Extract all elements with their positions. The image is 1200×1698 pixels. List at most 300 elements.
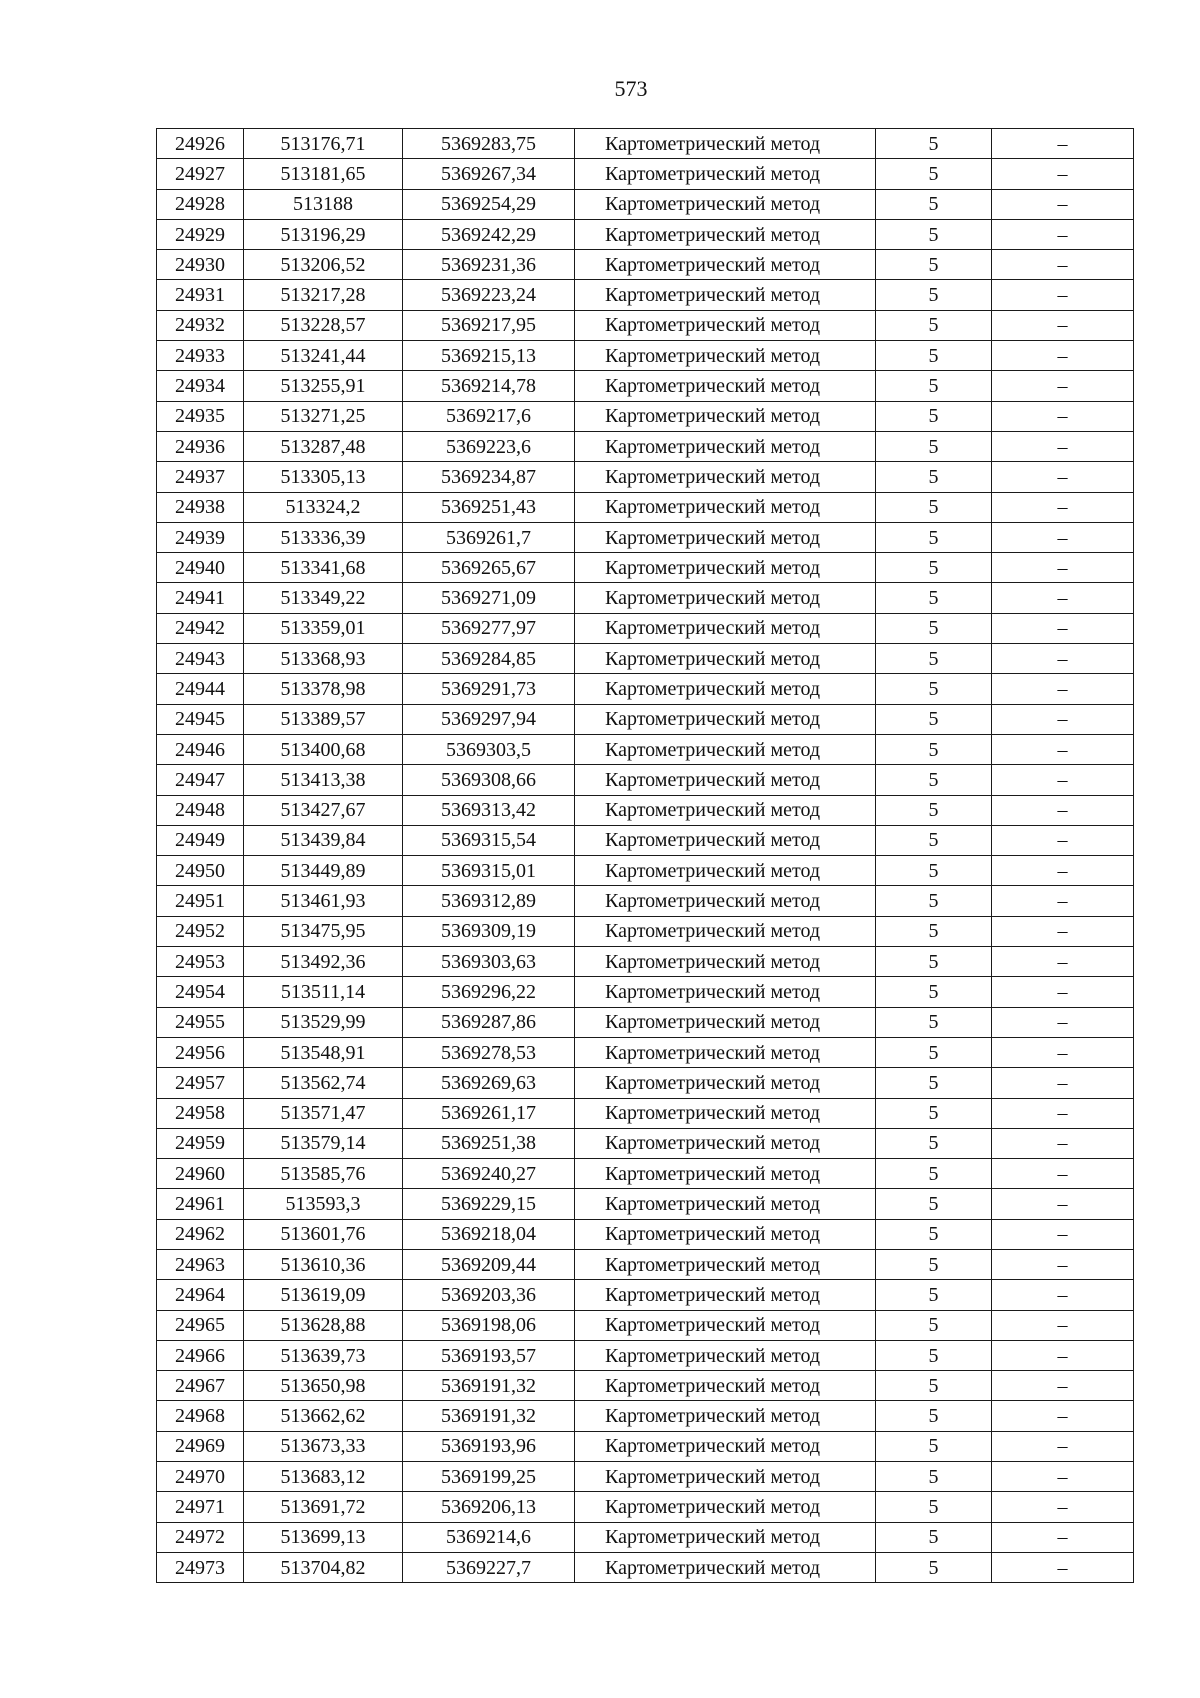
point-number-cell: 24943 [157,644,244,674]
table-row [157,1159,1134,1189]
y-coordinate-cell: 5369240,27 [403,1159,575,1189]
method-cell: Картометрический метод [575,1280,876,1310]
method-cell: Картометрический метод [575,644,876,674]
point-number-cell: 24956 [157,1037,244,1067]
point-number-cell: 24942 [157,613,244,643]
note-cell: – [992,1098,1134,1128]
point-number-cell: 24930 [157,250,244,280]
note-cell: – [992,947,1134,977]
method-cell: Картометрический метод [575,522,876,552]
y-coordinate-cell: 5369313,42 [403,795,575,825]
note-cell: – [992,977,1134,1007]
y-coordinate-cell: 5369223,6 [403,431,575,461]
point-number-cell: 24957 [157,1068,244,1098]
note-cell: – [992,1522,1134,1552]
note-cell: – [992,1128,1134,1158]
method-cell: Картометрический метод [575,886,876,916]
point-number-cell: 24946 [157,734,244,764]
accuracy-cell: 5 [876,522,992,552]
method-cell: Картометрический метод [575,1552,876,1582]
y-coordinate-cell: 5369284,85 [403,644,575,674]
x-coordinate-cell: 513461,93 [244,886,403,916]
x-coordinate-cell: 513704,82 [244,1552,403,1582]
y-coordinate-cell: 5369267,34 [403,159,575,189]
y-coordinate-cell: 5369217,95 [403,310,575,340]
y-coordinate-cell: 5369308,66 [403,765,575,795]
method-cell: Картометрический метод [575,1068,876,1098]
accuracy-cell: 5 [876,1068,992,1098]
y-coordinate-cell: 5369312,89 [403,886,575,916]
note-cell: – [992,1037,1134,1067]
y-coordinate-cell: 5369265,67 [403,553,575,583]
x-coordinate-cell: 513400,68 [244,734,403,764]
y-coordinate-cell: 5369309,19 [403,916,575,946]
accuracy-cell: 5 [876,1371,992,1401]
method-cell: Картометрический метод [575,1431,876,1461]
accuracy-cell: 5 [876,613,992,643]
method-cell: Картометрический метод [575,1128,876,1158]
method-cell: Картометрический метод [575,613,876,643]
table-row [157,1310,1134,1340]
x-coordinate-cell: 513305,13 [244,462,403,492]
method-cell: Картометрический метод [575,1098,876,1128]
y-coordinate-cell: 5369214,78 [403,371,575,401]
note-cell: – [992,219,1134,249]
x-coordinate-cell: 513619,09 [244,1280,403,1310]
x-coordinate-cell: 513673,33 [244,1431,403,1461]
method-cell: Картометрический метод [575,431,876,461]
table-row [157,250,1134,280]
table-row [157,886,1134,916]
point-number-cell: 24948 [157,795,244,825]
x-coordinate-cell: 513341,68 [244,553,403,583]
x-coordinate-cell: 513378,98 [244,674,403,704]
table-row [157,1522,1134,1552]
table-row [157,1037,1134,1067]
point-number-cell: 24953 [157,947,244,977]
point-number-cell: 24955 [157,1007,244,1037]
accuracy-cell: 5 [876,401,992,431]
method-cell: Картометрический метод [575,1522,876,1552]
method-cell: Картометрический метод [575,765,876,795]
x-coordinate-cell: 513255,91 [244,371,403,401]
y-coordinate-cell: 5369218,04 [403,1219,575,1249]
point-number-cell: 24928 [157,189,244,219]
y-coordinate-cell: 5369251,38 [403,1128,575,1158]
accuracy-cell: 5 [876,1159,992,1189]
point-number-cell: 24941 [157,583,244,613]
note-cell: – [992,1371,1134,1401]
table-row [157,1280,1134,1310]
method-cell: Картометрический метод [575,1219,876,1249]
method-cell: Картометрический метод [575,977,876,1007]
x-coordinate-cell: 513579,14 [244,1128,403,1158]
y-coordinate-cell: 5369254,29 [403,189,575,219]
y-coordinate-cell: 5369191,32 [403,1371,575,1401]
note-cell: – [992,916,1134,946]
table-row [157,522,1134,552]
point-number-cell: 24937 [157,462,244,492]
table-row [157,1431,1134,1461]
x-coordinate-cell: 513610,36 [244,1249,403,1279]
method-cell: Картометрический метод [575,704,876,734]
note-cell: – [992,795,1134,825]
x-coordinate-cell: 513511,14 [244,977,403,1007]
table-row [157,1189,1134,1219]
method-cell: Картометрический метод [575,1401,876,1431]
point-number-cell: 24939 [157,522,244,552]
point-number-cell: 24967 [157,1371,244,1401]
accuracy-cell: 5 [876,977,992,1007]
x-coordinate-cell: 513699,13 [244,1522,403,1552]
table-row [157,1462,1134,1492]
x-coordinate-cell: 513336,39 [244,522,403,552]
accuracy-cell: 5 [876,644,992,674]
note-cell: – [992,644,1134,674]
accuracy-cell: 5 [876,129,992,159]
method-cell: Картометрический метод [575,734,876,764]
point-number-cell: 24960 [157,1159,244,1189]
accuracy-cell: 5 [876,371,992,401]
x-coordinate-cell: 513228,57 [244,310,403,340]
y-coordinate-cell: 5369271,09 [403,583,575,613]
coordinates-table-body [157,129,1134,1583]
note-cell: – [992,1340,1134,1370]
x-coordinate-cell: 513571,47 [244,1098,403,1128]
point-number-cell: 24968 [157,1401,244,1431]
method-cell: Картометрический метод [575,159,876,189]
x-coordinate-cell: 513529,99 [244,1007,403,1037]
y-coordinate-cell: 5369291,73 [403,674,575,704]
accuracy-cell: 5 [876,1007,992,1037]
table-row [157,341,1134,371]
accuracy-cell: 5 [876,825,992,855]
y-coordinate-cell: 5369191,32 [403,1401,575,1431]
x-coordinate-cell: 513206,52 [244,250,403,280]
method-cell: Картометрический метод [575,1249,876,1279]
accuracy-cell: 5 [876,1189,992,1219]
method-cell: Картометрический метод [575,341,876,371]
note-cell: – [992,492,1134,522]
y-coordinate-cell: 5369296,22 [403,977,575,1007]
accuracy-cell: 5 [876,1128,992,1158]
method-cell: Картометрический метод [575,1159,876,1189]
x-coordinate-cell: 513662,62 [244,1401,403,1431]
x-coordinate-cell: 513217,28 [244,280,403,310]
note-cell: – [992,674,1134,704]
y-coordinate-cell: 5369193,57 [403,1340,575,1370]
y-coordinate-cell: 5369227,7 [403,1552,575,1582]
table-row [157,947,1134,977]
method-cell: Картометрический метод [575,1310,876,1340]
table-row [157,977,1134,1007]
method-cell: Картометрический метод [575,825,876,855]
point-number-cell: 24973 [157,1552,244,1582]
accuracy-cell: 5 [876,1431,992,1461]
note-cell: – [992,886,1134,916]
method-cell: Картометрический метод [575,492,876,522]
note-cell: – [992,310,1134,340]
y-coordinate-cell: 5369278,53 [403,1037,575,1067]
x-coordinate-cell: 513176,71 [244,129,403,159]
x-coordinate-cell: 513492,36 [244,947,403,977]
method-cell: Картометрический метод [575,795,876,825]
point-number-cell: 24947 [157,765,244,795]
x-coordinate-cell: 513196,29 [244,219,403,249]
x-coordinate-cell: 513359,01 [244,613,403,643]
method-cell: Картометрический метод [575,371,876,401]
note-cell: – [992,553,1134,583]
x-coordinate-cell: 513271,25 [244,401,403,431]
note-cell: – [992,1492,1134,1522]
accuracy-cell: 5 [876,159,992,189]
y-coordinate-cell: 5369198,06 [403,1310,575,1340]
table-row [157,825,1134,855]
y-coordinate-cell: 5369297,94 [403,704,575,734]
method-cell: Картометрический метод [575,1371,876,1401]
point-number-cell: 24950 [157,856,244,886]
accuracy-cell: 5 [876,734,992,764]
point-number-cell: 24933 [157,341,244,371]
table-row [157,1098,1134,1128]
table-row [157,704,1134,734]
table-row [157,1401,1134,1431]
accuracy-cell: 5 [876,1401,992,1431]
table-row [157,1007,1134,1037]
point-number-cell: 24961 [157,1189,244,1219]
accuracy-cell: 5 [876,856,992,886]
note-cell: – [992,401,1134,431]
note-cell: – [992,1431,1134,1461]
x-coordinate-cell: 513593,3 [244,1189,403,1219]
x-coordinate-cell: 513427,67 [244,795,403,825]
table-row [157,1068,1134,1098]
accuracy-cell: 5 [876,1098,992,1128]
point-number-cell: 24952 [157,916,244,946]
point-number-cell: 24929 [157,219,244,249]
table-row [157,765,1134,795]
x-coordinate-cell: 513650,98 [244,1371,403,1401]
y-coordinate-cell: 5369283,75 [403,129,575,159]
note-cell: – [992,1219,1134,1249]
point-number-cell: 24959 [157,1128,244,1158]
method-cell: Картометрический метод [575,947,876,977]
table-row [157,916,1134,946]
y-coordinate-cell: 5369217,6 [403,401,575,431]
y-coordinate-cell: 5369261,7 [403,522,575,552]
point-number-cell: 24931 [157,280,244,310]
page-number: 573 [614,76,648,101]
method-cell: Картометрический метод [575,856,876,886]
table-row [157,310,1134,340]
method-cell: Картометрический метод [575,280,876,310]
accuracy-cell: 5 [876,492,992,522]
method-cell: Картометрический метод [575,1340,876,1370]
point-number-cell: 24938 [157,492,244,522]
method-cell: Картометрический метод [575,129,876,159]
y-coordinate-cell: 5369287,86 [403,1007,575,1037]
point-number-cell: 24964 [157,1280,244,1310]
table-row [157,492,1134,522]
accuracy-cell: 5 [876,462,992,492]
note-cell: – [992,1310,1134,1340]
table-row [157,674,1134,704]
method-cell: Картометрический метод [575,219,876,249]
note-cell: – [992,371,1134,401]
table-row [157,431,1134,461]
accuracy-cell: 5 [876,947,992,977]
accuracy-cell: 5 [876,795,992,825]
table-row [157,159,1134,189]
y-coordinate-cell: 5369303,63 [403,947,575,977]
table-row [157,371,1134,401]
table-row [157,462,1134,492]
method-cell: Картометрический метод [575,401,876,431]
note-cell: – [992,856,1134,886]
x-coordinate-cell: 513562,74 [244,1068,403,1098]
y-coordinate-cell: 5369203,36 [403,1280,575,1310]
method-cell: Картометрический метод [575,1462,876,1492]
accuracy-cell: 5 [876,1310,992,1340]
note-cell: – [992,159,1134,189]
note-cell: – [992,704,1134,734]
method-cell: Картометрический метод [575,1189,876,1219]
y-coordinate-cell: 5369193,96 [403,1431,575,1461]
y-coordinate-cell: 5369206,13 [403,1492,575,1522]
note-cell: – [992,734,1134,764]
x-coordinate-cell: 513601,76 [244,1219,403,1249]
y-coordinate-cell: 5369214,6 [403,1522,575,1552]
method-cell: Картометрический метод [575,189,876,219]
accuracy-cell: 5 [876,1219,992,1249]
x-coordinate-cell: 513188 [244,189,403,219]
table-row [157,189,1134,219]
coordinates-table [156,128,1134,1583]
x-coordinate-cell: 513389,57 [244,704,403,734]
note-cell: – [992,1189,1134,1219]
method-cell: Картометрический метод [575,310,876,340]
accuracy-cell: 5 [876,886,992,916]
accuracy-cell: 5 [876,1340,992,1370]
note-cell: – [992,1007,1134,1037]
accuracy-cell: 5 [876,1552,992,1582]
table-row [157,613,1134,643]
y-coordinate-cell: 5369234,87 [403,462,575,492]
x-coordinate-cell: 513324,2 [244,492,403,522]
note-cell: – [992,1280,1134,1310]
accuracy-cell: 5 [876,1280,992,1310]
x-coordinate-cell: 513439,84 [244,825,403,855]
note-cell: – [992,1401,1134,1431]
table-row [157,1552,1134,1582]
y-coordinate-cell: 5369231,36 [403,250,575,280]
x-coordinate-cell: 513349,22 [244,583,403,613]
table-row [157,401,1134,431]
table-row [157,1371,1134,1401]
accuracy-cell: 5 [876,219,992,249]
point-number-cell: 24954 [157,977,244,1007]
point-number-cell: 24935 [157,401,244,431]
table-row [157,219,1134,249]
method-cell: Картометрический метод [575,916,876,946]
method-cell: Картометрический метод [575,553,876,583]
accuracy-cell: 5 [876,341,992,371]
accuracy-cell: 5 [876,765,992,795]
note-cell: – [992,189,1134,219]
accuracy-cell: 5 [876,431,992,461]
point-number-cell: 24932 [157,310,244,340]
note-cell: – [992,1159,1134,1189]
accuracy-cell: 5 [876,250,992,280]
y-coordinate-cell: 5369269,63 [403,1068,575,1098]
method-cell: Картометрический метод [575,674,876,704]
table-row [157,644,1134,674]
note-cell: – [992,341,1134,371]
y-coordinate-cell: 5369251,43 [403,492,575,522]
y-coordinate-cell: 5369242,29 [403,219,575,249]
note-cell: – [992,522,1134,552]
x-coordinate-cell: 513628,88 [244,1310,403,1340]
x-coordinate-cell: 513181,65 [244,159,403,189]
accuracy-cell: 5 [876,1249,992,1279]
x-coordinate-cell: 513287,48 [244,431,403,461]
method-cell: Картометрический метод [575,1037,876,1067]
point-number-cell: 24965 [157,1310,244,1340]
note-cell: – [992,462,1134,492]
accuracy-cell: 5 [876,583,992,613]
y-coordinate-cell: 5369261,17 [403,1098,575,1128]
point-number-cell: 24944 [157,674,244,704]
table-row [157,856,1134,886]
y-coordinate-cell: 5369209,44 [403,1249,575,1279]
note-cell: – [992,1249,1134,1279]
accuracy-cell: 5 [876,280,992,310]
table-row [157,1249,1134,1279]
y-coordinate-cell: 5369215,13 [403,341,575,371]
point-number-cell: 24966 [157,1340,244,1370]
table-row [157,1340,1134,1370]
point-number-cell: 24969 [157,1431,244,1461]
accuracy-cell: 5 [876,310,992,340]
table-row [157,280,1134,310]
x-coordinate-cell: 513548,91 [244,1037,403,1067]
accuracy-cell: 5 [876,1462,992,1492]
point-number-cell: 24945 [157,704,244,734]
note-cell: – [992,1068,1134,1098]
y-coordinate-cell: 5369199,25 [403,1462,575,1492]
point-number-cell: 24934 [157,371,244,401]
accuracy-cell: 5 [876,553,992,583]
method-cell: Картометрический метод [575,1492,876,1522]
table-row [157,583,1134,613]
y-coordinate-cell: 5369277,97 [403,613,575,643]
x-coordinate-cell: 513475,95 [244,916,403,946]
method-cell: Картометрический метод [575,462,876,492]
accuracy-cell: 5 [876,189,992,219]
point-number-cell: 24971 [157,1492,244,1522]
note-cell: – [992,1462,1134,1492]
point-number-cell: 24958 [157,1098,244,1128]
point-number-cell: 24972 [157,1522,244,1552]
method-cell: Картометрический метод [575,583,876,613]
table-row [157,129,1134,159]
note-cell: – [992,250,1134,280]
x-coordinate-cell: 513585,76 [244,1159,403,1189]
accuracy-cell: 5 [876,674,992,704]
x-coordinate-cell: 513368,93 [244,644,403,674]
table-row [157,734,1134,764]
point-number-cell: 24927 [157,159,244,189]
